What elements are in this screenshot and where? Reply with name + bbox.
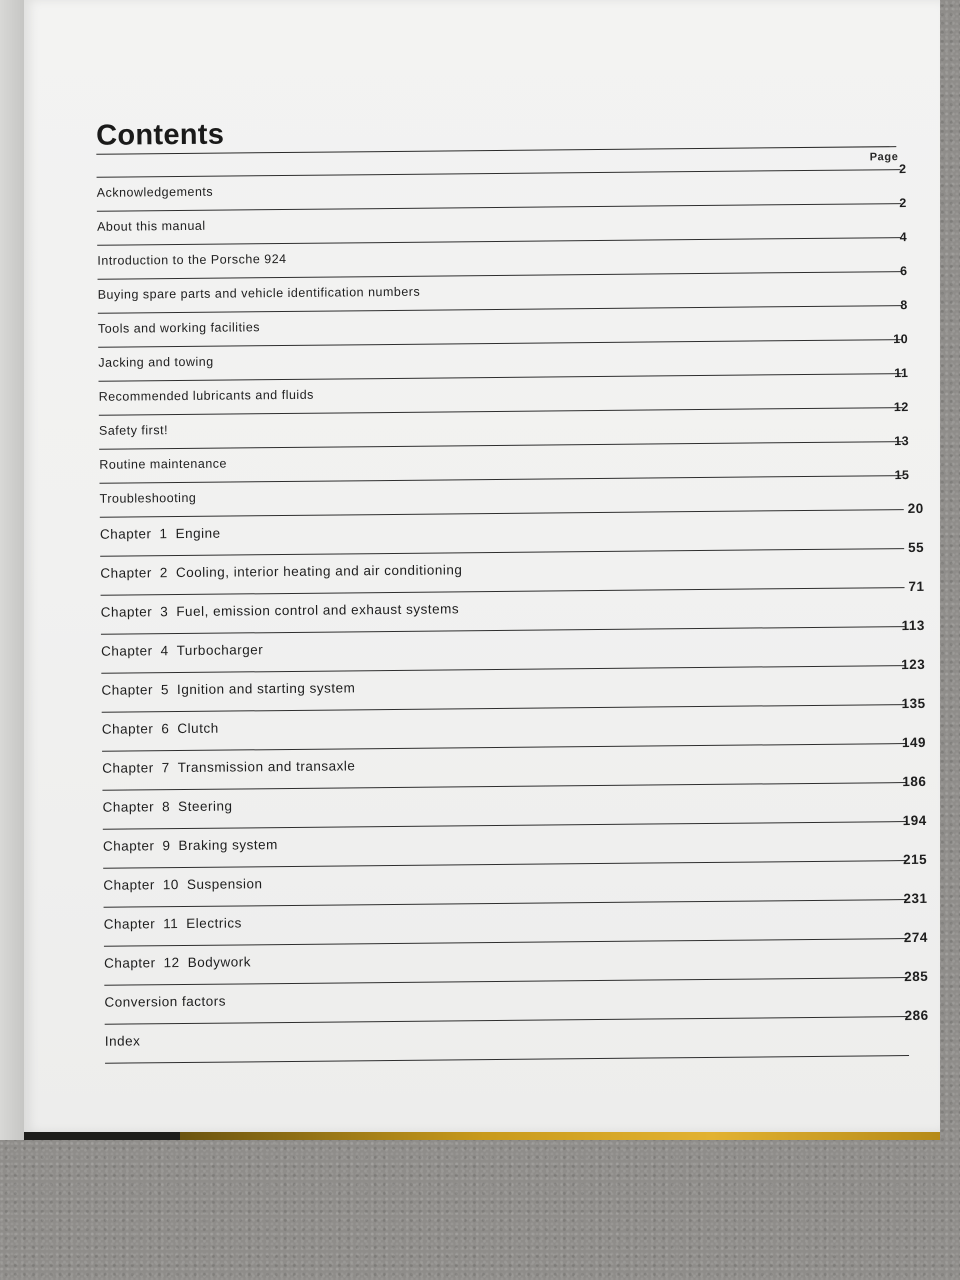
chapter-number: 11 <box>163 916 179 932</box>
entry-page-number: 6 <box>899 264 908 279</box>
entry-title: Acknowledgements <box>96 184 214 200</box>
chapter-word: Chapter <box>102 838 155 854</box>
entry-page-number: 194 <box>902 812 927 829</box>
chapter-title: Cooling, interior heating and air conditioning <box>175 562 463 581</box>
toc-entry <box>104 1007 929 1063</box>
chapter-word: Chapter <box>101 643 153 659</box>
chapter-title: Suspension <box>186 876 263 892</box>
chapter-number: 1 <box>159 526 168 542</box>
entry-title: Safety first! <box>98 423 169 438</box>
previous-page-edge <box>0 0 24 1140</box>
chapter-title: Steering <box>178 798 233 815</box>
chapter-number: 10 <box>162 877 179 893</box>
entry-title: Buying spare parts and vehicle identification numbers <box>97 284 421 302</box>
chapter-title: Braking system <box>178 837 278 854</box>
entry-title: About this manual <box>96 218 206 234</box>
entry-page-number: 12 <box>893 400 909 415</box>
entry-page-number: 55 <box>908 539 925 556</box>
entry-page-number: 123 <box>901 656 926 673</box>
chapter-title: Turbocharger <box>176 642 264 659</box>
entry-title: Conversion factors <box>104 993 227 1010</box>
chapter-word: Chapter <box>102 760 154 776</box>
chapter-title: Transmission and transaxle <box>177 758 356 776</box>
chapter-word: Chapter <box>103 877 155 893</box>
entry-page-number: 285 <box>904 968 929 985</box>
chapter-word: Chapter <box>100 604 153 620</box>
front-matter-list <box>96 162 910 517</box>
entry-page-number: 13 <box>894 434 910 449</box>
page-column-header: Page <box>869 151 899 164</box>
entry-title: Tools and working facilities <box>97 320 261 336</box>
chapter-title: Bodywork <box>187 954 252 970</box>
entry-title: Jacking and towing <box>98 354 214 370</box>
chapter-title: Clutch <box>177 720 219 737</box>
entry-page-number: 274 <box>903 929 928 946</box>
chapter-title: Engine <box>175 525 221 542</box>
chapter-title: Fuel, emission control and exhaust systems <box>176 601 460 620</box>
chapter-number: 9 <box>162 838 171 854</box>
entry-page-number: 186 <box>902 773 927 790</box>
entry-page-number: 4 <box>899 230 908 245</box>
chapter-number: 3 <box>160 604 169 620</box>
chapter-number: 12 <box>163 955 180 971</box>
entry-page-number: 8 <box>900 298 908 313</box>
entry-page-number: 2 <box>899 196 907 211</box>
entry-page-number: 215 <box>903 851 928 868</box>
chapter-list <box>99 500 929 1064</box>
chapter-word: Chapter <box>100 565 152 581</box>
entry-page-number: 15 <box>894 468 910 483</box>
chapter-number: 6 <box>161 721 170 737</box>
entry-page-number: 2 <box>898 162 907 177</box>
chapter-word: Chapter <box>99 526 152 542</box>
entry-page-number: 10 <box>893 332 909 347</box>
chapter-number: 7 <box>161 760 170 776</box>
entry-title: Index <box>104 1033 141 1049</box>
contents-block <box>76 111 960 1063</box>
chapter-number: 2 <box>159 565 168 581</box>
chapter-word: Chapter <box>104 955 156 971</box>
entry-title: Routine maintenance <box>99 456 228 472</box>
entry-page-number: 113 <box>901 617 925 634</box>
chapter-title: Electrics <box>186 915 242 931</box>
entry-page-number: 11 <box>894 366 909 381</box>
chapter-number: 4 <box>160 643 169 659</box>
entry-page-number: 71 <box>908 578 925 595</box>
chapter-word: Chapter <box>103 916 156 932</box>
chapter-word: Chapter <box>102 799 155 815</box>
chapter-word: Chapter <box>101 721 154 737</box>
entry-page-number: 286 <box>904 1007 929 1024</box>
entry-page-number: 20 <box>907 500 924 517</box>
entry-title: Troubleshooting <box>99 490 197 506</box>
chapter-word: Chapter <box>101 682 154 698</box>
contents-page <box>24 0 940 1132</box>
entry-title: Recommended lubricants and fluids <box>98 387 314 404</box>
page-title: Contents <box>95 118 225 152</box>
chapter-number: 5 <box>160 682 170 698</box>
entry-title: Introduction to the Porsche 924 <box>97 251 287 268</box>
entry-page-number: 231 <box>903 890 928 907</box>
chapter-title: Ignition and starting system <box>176 680 356 698</box>
entry-page-number: 149 <box>901 734 927 751</box>
chapter-number: 8 <box>162 799 171 815</box>
entry-page-number: 135 <box>901 695 926 712</box>
